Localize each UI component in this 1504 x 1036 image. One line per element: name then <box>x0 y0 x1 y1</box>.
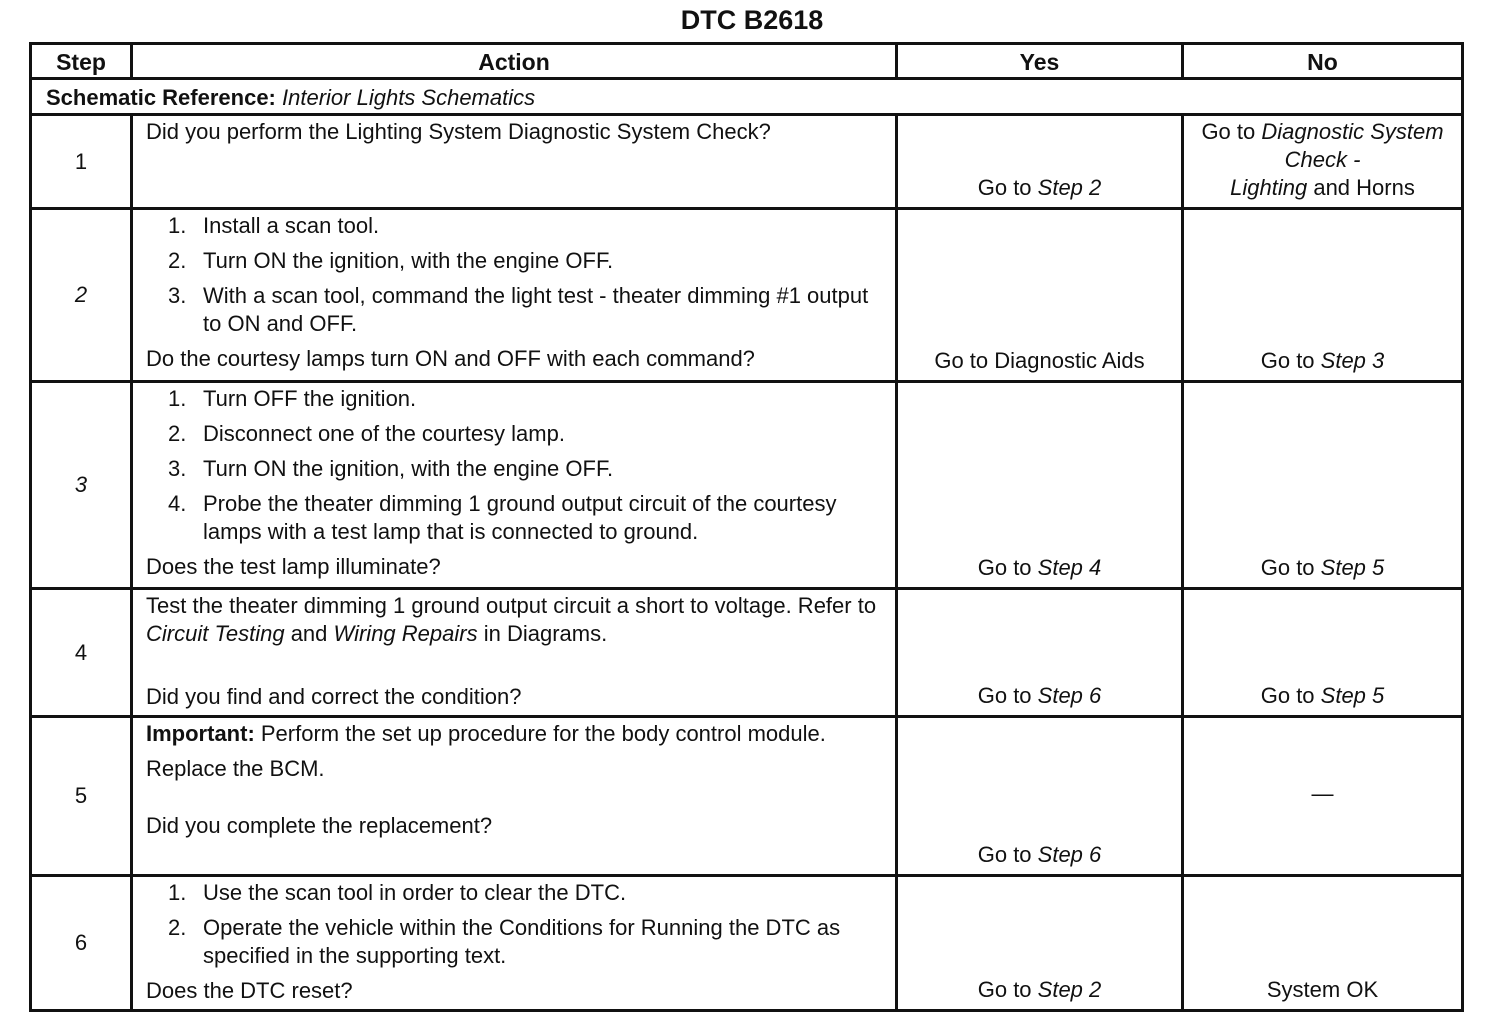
list-item: 1. Install a scan tool. <box>168 213 380 238</box>
step-action <box>132 876 897 1011</box>
no-cell <box>1183 876 1463 1011</box>
yes-cell <box>897 589 1183 717</box>
no-link-2[interactable]: Lighting <box>1230 175 1308 200</box>
step-instruction: Replace the BCM. <box>146 756 325 781</box>
important-text: Perform the set up procedure for the body control module. <box>254 721 826 746</box>
no-link[interactable]: Step 3 <box>1320 348 1385 373</box>
step-question: Does the test lamp illuminate? <box>146 554 441 579</box>
step-number: 4 <box>31 589 132 717</box>
no-link[interactable]: Step 5 <box>1320 555 1385 580</box>
step-question: Did you find and correct the condition? <box>146 684 522 709</box>
yes-cell <box>897 209 1183 382</box>
step-action <box>132 382 897 589</box>
yes-prefix: Go to <box>977 977 1038 1002</box>
list-item: 2. Operate the vehicle within the Conditions for Running the DTC as specified in the supporting text. <box>168 915 841 968</box>
no-cell <box>1183 209 1463 382</box>
yes-link[interactable]: Step 2 <box>1037 175 1102 200</box>
no-link[interactable]: Diagnostic System Check - <box>1261 119 1444 172</box>
step-number: 1 <box>31 115 132 209</box>
no-prefix: Go to <box>1260 683 1321 708</box>
no-cell <box>1183 115 1463 209</box>
step-number: 2 <box>31 209 132 382</box>
schematic-link[interactable]: Interior Lights Schematics <box>282 84 536 110</box>
no-prefix: Go to <box>1201 119 1262 144</box>
circuit-testing-link[interactable]: Circuit Testing <box>146 621 285 646</box>
yes-prefix: Go to <box>977 683 1038 708</box>
step-action <box>132 717 897 876</box>
step-list <box>146 385 883 546</box>
header-step: Step <box>31 44 132 79</box>
header-yes: Yes <box>897 44 1183 79</box>
step-question: Did you perform the Lighting System Diagnostic System Check? <box>146 119 771 144</box>
no-cell <box>1183 382 1463 589</box>
diagnostic-table <box>29 42 1464 1012</box>
yes-prefix: Go to <box>977 842 1038 867</box>
table-row <box>31 589 1463 717</box>
step-action <box>132 209 897 382</box>
step-instruction: Test the theater dimming 1 ground output circuit a short to voltage. Refer to Circuit Testing and Wiring Repairs in Diagrams. <box>146 593 877 646</box>
no-link[interactable]: Step 5 <box>1320 683 1385 708</box>
table-row <box>31 717 1463 876</box>
list-item: 1. Use the scan tool in order to clear the DTC. <box>168 880 627 905</box>
important-label: Important: <box>146 721 255 746</box>
no-cell <box>1183 717 1463 876</box>
step-list <box>146 212 883 338</box>
table-row <box>31 115 1463 209</box>
no-prefix: Go to <box>1260 348 1321 373</box>
step-list <box>146 879 883 970</box>
header-no: No <box>1183 44 1463 79</box>
no-dash: — <box>1311 780 1334 806</box>
list-item: 3. With a scan tool, command the light test - theater dimming #1 output to ON and OFF. <box>168 283 869 336</box>
step-question: Did you complete the replacement? <box>146 813 493 838</box>
step-question: Do the courtesy lamps turn ON and OFF with each command? <box>146 346 755 371</box>
schematic-label: Schematic Reference: <box>46 84 276 110</box>
yes-cell <box>897 717 1183 876</box>
yes-link[interactable]: Step 4 <box>1037 555 1102 580</box>
no-suffix: and Horns <box>1307 175 1415 200</box>
yes-prefix: Go to <box>977 175 1038 200</box>
list-item: 2. Turn ON the ignition, with the engine OFF. <box>168 248 614 273</box>
step-number: 5 <box>31 717 132 876</box>
step-action <box>132 115 897 209</box>
list-item: 2. Disconnect one of the courtesy lamp. <box>168 421 565 446</box>
yes-link[interactable]: Step 2 <box>1037 977 1102 1002</box>
list-item: 4. Probe the theater dimming 1 ground output circuit of the courtesy lamps with a test lamp that is connected to ground. <box>168 491 837 544</box>
yes-cell <box>897 115 1183 209</box>
list-item: 3. Turn ON the ignition, with the engine OFF. <box>168 456 614 481</box>
header-action: Action <box>132 44 897 79</box>
table-row <box>31 382 1463 589</box>
schematic-reference <box>31 79 1463 115</box>
step-question: Does the DTC reset? <box>146 978 353 1003</box>
no-prefix: Go to <box>1260 555 1321 580</box>
header-row <box>31 44 1463 79</box>
table-row <box>31 876 1463 1011</box>
schematic-row <box>31 79 1463 115</box>
step-action <box>132 589 897 717</box>
page-title: DTC B2618 <box>680 5 824 35</box>
no-text: System OK <box>1266 977 1379 1002</box>
yes-cell <box>897 876 1183 1011</box>
important-note <box>146 720 883 748</box>
step-number: 3 <box>31 382 132 589</box>
step-number: 6 <box>31 876 132 1011</box>
yes-cell <box>897 382 1183 589</box>
list-item: 1. Turn OFF the ignition. <box>168 386 417 411</box>
yes-prefix: Go to <box>977 555 1038 580</box>
no-cell <box>1183 589 1463 717</box>
yes-text[interactable]: Go to Diagnostic Aids <box>934 348 1145 373</box>
table-row <box>31 209 1463 382</box>
yes-link[interactable]: Step 6 <box>1037 683 1102 708</box>
wiring-repairs-link[interactable]: Wiring Repairs <box>333 621 478 646</box>
yes-link[interactable]: Step 6 <box>1037 842 1102 867</box>
